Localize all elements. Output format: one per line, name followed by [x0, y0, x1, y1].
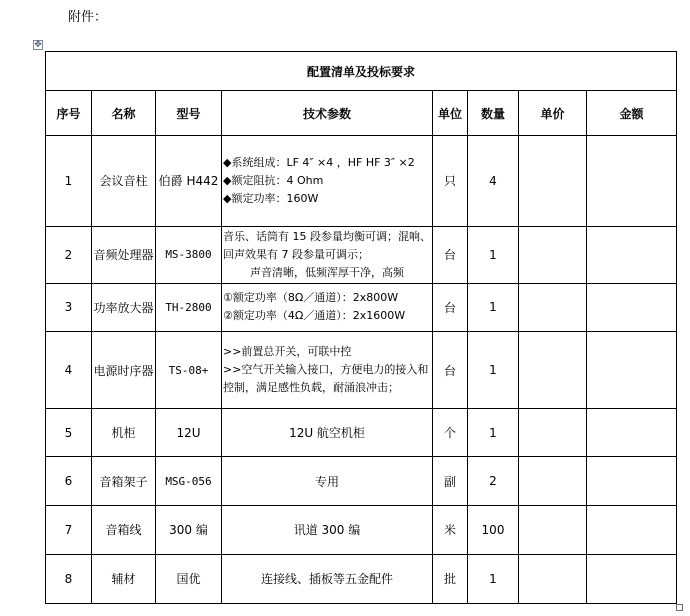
cell-unit: 副 [433, 457, 468, 505]
param-line: ◆系统组成：LF 4″ ×4 ，HF HF 3″ ×2 [223, 155, 415, 169]
header-no: 序号 [46, 91, 92, 136]
cell-model: TH-2800 [156, 283, 222, 331]
cell-unit: 台 [433, 331, 468, 408]
cell-params: 讯道 300 编 [222, 505, 433, 554]
header-amount: 金额 [587, 91, 677, 136]
table-row [46, 331, 677, 408]
cell-unit: 米 [433, 505, 468, 554]
cell-params [222, 283, 433, 331]
cell-qty: 1 [468, 226, 519, 283]
table-row [46, 226, 677, 283]
cell-qty: 4 [468, 136, 519, 226]
cell-amount [587, 283, 677, 331]
cell-price [519, 226, 587, 283]
param-line: >>前置总开关，可联中控 [223, 345, 352, 359]
cell-amount [587, 457, 677, 505]
cell-params [222, 136, 433, 226]
table-row [46, 136, 677, 226]
cell-no: 6 [46, 457, 92, 505]
cell-price [519, 283, 587, 331]
table-resize-handle[interactable] [676, 604, 683, 611]
param-line: 声音清晰，低频浑厚干净，高频 [250, 265, 404, 279]
table-row [46, 409, 677, 457]
cell-no: 3 [46, 283, 92, 331]
cell-params [222, 331, 433, 408]
cell-amount [587, 554, 677, 603]
table-row [46, 457, 677, 505]
table-row [46, 283, 677, 331]
cell-unit: 个 [433, 409, 468, 457]
cell-amount [587, 226, 677, 283]
cell-price [519, 554, 587, 603]
cell-model: MS-3800 [156, 226, 222, 283]
table-row [46, 554, 677, 603]
table-title: 配置清单及投标要求 [46, 52, 677, 91]
param-line: ①额定功率（8Ω／通道）：2x800W [223, 291, 399, 305]
cell-no: 1 [46, 136, 92, 226]
cell-price [519, 409, 587, 457]
cell-price [519, 136, 587, 226]
table-header-row [46, 91, 677, 136]
cell-price [519, 505, 587, 554]
cell-model: 伯爵 H442 [156, 136, 222, 226]
cell-name: 电源时序器 [92, 331, 156, 408]
cell-model: 300 编 [156, 505, 222, 554]
param-line: ◆额定功率：160W [223, 191, 319, 205]
cell-amount [587, 136, 677, 226]
cell-name: 辅材 [92, 554, 156, 603]
table-row [46, 505, 677, 554]
param-line: ◆额定阻抗：4 Ohm [223, 173, 324, 187]
cell-qty: 2 [468, 457, 519, 505]
table-move-handle-icon[interactable]: ✥ [34, 40, 42, 50]
cell-no: 5 [46, 409, 92, 457]
cell-amount [587, 331, 677, 408]
cell-qty: 1 [468, 409, 519, 457]
cell-params: 12U 航空机柜 [222, 409, 433, 457]
cell-name: 会议音柱 [92, 136, 156, 226]
cell-price [519, 331, 587, 408]
cell-name: 音箱架子 [92, 457, 156, 505]
attachment-label: 附件： [68, 10, 108, 25]
cell-unit: 台 [433, 226, 468, 283]
header-qty: 数量 [468, 91, 519, 136]
cell-unit: 台 [433, 283, 468, 331]
header-unit: 单位 [433, 91, 468, 136]
cell-name: 功率放大器 [92, 283, 156, 331]
cell-model: MSG-056 [156, 457, 222, 505]
cell-model: TS-08+ [156, 331, 222, 408]
cell-model: 国优 [156, 554, 222, 603]
cell-model: 12U [156, 409, 222, 457]
param-line: ②额定功率（4Ω／通道）：2x1600W [223, 309, 406, 323]
param-line: >>空气开关输入接口，方便电力的接入和控制，满足感性负载，耐涌浪冲击； [223, 363, 429, 395]
cell-qty: 100 [468, 505, 519, 554]
cell-no: 8 [46, 554, 92, 603]
cell-unit: 批 [433, 554, 468, 603]
cell-amount [587, 505, 677, 554]
cell-no: 2 [46, 226, 92, 283]
header-price: 单价 [519, 91, 587, 136]
cell-name: 音箱线 [92, 505, 156, 554]
cell-qty: 1 [468, 331, 519, 408]
cell-no: 7 [46, 505, 92, 554]
header-params: 技术参数 [222, 91, 433, 136]
config-table [45, 51, 677, 604]
header-name: 名称 [92, 91, 156, 136]
header-model: 型号 [156, 91, 222, 136]
cell-name: 音频处理器 [92, 226, 156, 283]
cell-price [519, 457, 587, 505]
cell-unit: 只 [433, 136, 468, 226]
cell-no: 4 [46, 331, 92, 408]
cell-params: 连接线、插板等五金配件 [222, 554, 433, 603]
cell-qty: 1 [468, 283, 519, 331]
cell-name: 机柜 [92, 409, 156, 457]
cell-qty: 1 [468, 554, 519, 603]
param-line: 音乐、话筒有 15 段参量均衡可调；混响、回声效果有 7 段参量可调示； [223, 229, 431, 261]
cell-amount [587, 409, 677, 457]
cell-params: 专用 [222, 457, 433, 505]
cell-params [222, 226, 433, 283]
